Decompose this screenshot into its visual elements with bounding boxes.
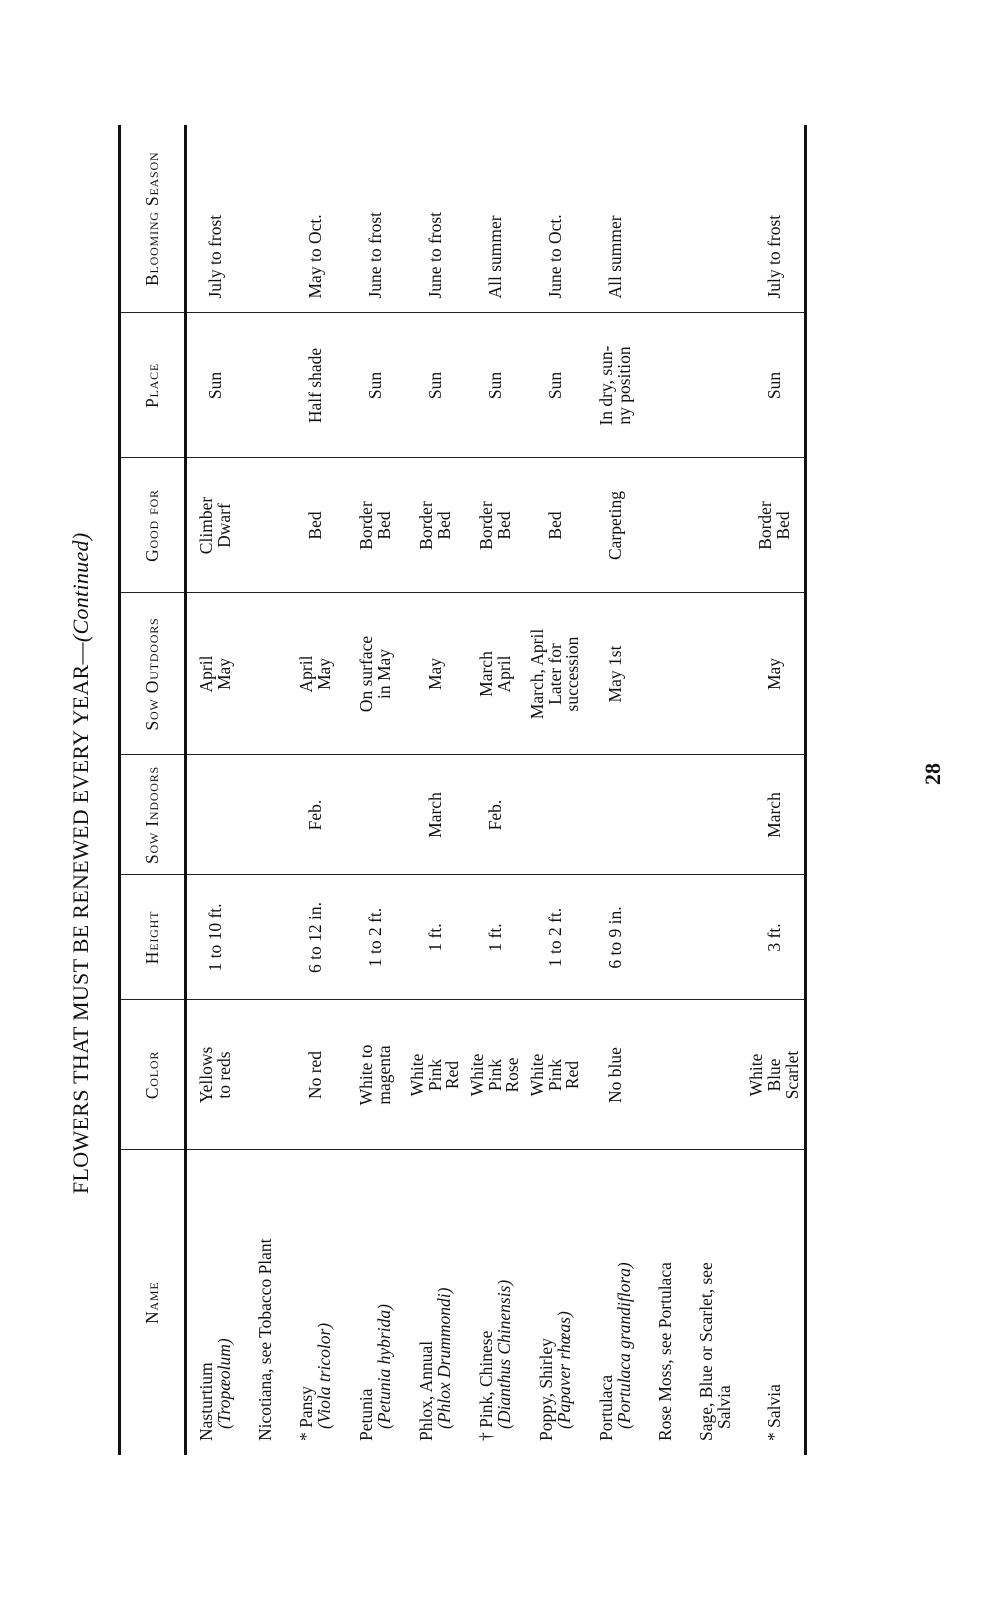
cell-sow-indoors [186,755,246,875]
cell-good-for-line: Border [475,501,496,550]
col-header-sow-indoors: Sow Indoors [120,755,186,875]
flower-scientific-name: (Petunia hybrida) [373,1304,394,1429]
cell-height [646,875,686,1000]
cell-good-for-line: Bed [544,511,565,540]
cell-color [526,1000,586,1150]
cell-height [246,875,286,1000]
cell-height: 1 ft. [466,875,526,1000]
cell-sow-outdoors [526,593,586,755]
cell-place [466,313,526,458]
cell-place [586,313,646,458]
cell-name [686,1150,746,1455]
cell-good-for [346,458,406,593]
cell-color [586,1000,646,1150]
cell-sow-outdoors [686,593,746,755]
flower-name: Phlox, Annual [415,1340,436,1441]
cell-place-line: Sun [484,371,505,400]
cell-color-line: Red [442,1060,463,1090]
flower-scientific-name: (Portulaca grandiflora) [613,1262,634,1429]
cell-good-for-line: Bed [493,511,514,540]
col-header-sow-outdoors: Sow Outdoors [120,593,186,755]
cell-color-line: to reds [214,1051,235,1099]
cell-color [406,1000,466,1150]
cell-sow-outdoors-line: May [214,657,235,691]
page-number: 28 [920,763,945,785]
cell-color-line: Pink [484,1058,505,1092]
table-row [186,125,246,1455]
cell-sow-outdoors [586,593,646,755]
cell-place [526,313,586,458]
cell-color [466,1000,526,1150]
table-row [246,125,286,1455]
cell-color-line: White [526,1053,547,1097]
title-continued: (Continued) [68,532,93,643]
cell-place-line: Sun [544,371,565,400]
cell-sow-outdoors [746,593,806,755]
table-row [286,125,346,1455]
cell-height: 1 to 2 ft. [346,875,406,1000]
table-row [466,125,526,1455]
title-main: FLOWERS THAT MUST BE RENEWED EVERY YEAR— [68,642,93,1194]
cell-place-line: Half shade [304,347,325,424]
cell-good-for [286,458,346,593]
cell-color [286,1000,346,1150]
table-row [586,125,646,1455]
cell-sow-indoors: March [406,755,466,875]
flower-scientific-name: (Tropæolum) [214,1338,235,1429]
cell-sow-outdoors-line: May [313,657,334,691]
cell-place [686,313,746,458]
cell-color [246,1000,286,1150]
cell-good-for-line: Border [754,501,775,550]
cell-height: 1 to 10 ft. [186,875,246,1000]
cell-color-line: No blue [604,1047,625,1103]
cell-good-for [186,458,246,593]
cell-sow-indoors [686,755,746,875]
flower-name: Nasturtium [196,1362,217,1441]
cell-name [746,1150,806,1455]
cell-height [686,875,746,1000]
cell-height: 6 to 9 in. [586,875,646,1000]
cell-sow-outdoors-line: in May [373,648,394,700]
cell-blooming-season: All summer [466,125,526,313]
cell-color-line: White to [355,1044,376,1106]
cell-good-for-line: Carpeting [604,491,625,561]
cell-sow-indoors [526,755,586,875]
cell-place-line: Sun [205,371,226,400]
cell-blooming-season: July to frost [746,125,806,313]
cell-place [346,313,406,458]
cell-place [186,313,246,458]
cell-color-line: magenta [373,1045,394,1105]
cell-color-line: White [466,1053,487,1097]
cell-good-for-line: Climber [196,496,217,555]
cell-place-line: Sun [424,371,445,400]
cell-sow-outdoors-line: March, April [526,628,547,720]
cell-good-for-line: Bed [433,511,454,540]
cell-good-for [746,458,806,593]
col-header-name: Name [120,1150,186,1455]
cell-name [526,1150,586,1455]
cell-name [186,1150,246,1455]
cell-place [286,313,346,458]
cell-sow-indoors [586,755,646,875]
cell-good-for [586,458,646,593]
table-header [120,125,186,1455]
cell-sow-outdoors [246,593,286,755]
cell-color-line: Rose [502,1057,523,1093]
cell-good-for [246,458,286,593]
cell-blooming-season: June to frost [406,125,466,313]
cell-place [646,313,686,458]
col-header-color: Color [120,1000,186,1150]
cell-blooming-season: May to Oct. [286,125,346,313]
cell-sow-outdoors [286,593,346,755]
cell-good-for [466,458,526,593]
flower-name: † Pink, Chinese [475,1330,496,1441]
cell-color [346,1000,406,1150]
cell-sow-outdoors-line: succession [562,636,583,712]
cell-place [746,313,806,458]
cell-height: 1 to 2 ft. [526,875,586,1000]
cell-sow-outdoors-line: Later for [544,643,565,705]
cell-blooming-season: July to frost [186,125,246,313]
flower-name: * Salvia [763,1384,784,1441]
cell-sow-outdoors-line: April [493,655,514,693]
cell-sow-outdoors-line: May [763,657,784,691]
flower-scientific-name: (Papaver rhœas) [553,1311,574,1429]
flowers-table [118,125,807,1455]
page-title [68,0,94,1194]
cell-good-for [686,458,746,593]
cell-name [246,1150,286,1455]
cell-color-line: Scarlet [781,1050,802,1100]
cell-sow-outdoors-line: April [196,655,217,693]
col-header-blooming-season: Blooming Season [120,125,186,313]
cell-sow-outdoors-line: March [475,651,496,697]
cell-color-line: Red [562,1060,583,1090]
cell-color [186,1000,246,1150]
cell-blooming-season [246,125,286,313]
cell-sow-outdoors-line: On surface [355,635,376,713]
cell-place-line: In dry, sun- [595,345,616,426]
cell-color-line: White [745,1053,766,1097]
flower-name: Rose Moss, see Portulaca [654,1262,675,1441]
flower-name: Portulaca [595,1374,616,1441]
cell-good-for-line: Border [415,501,436,550]
flower-name: Nicotiana, see Tobacco Plant [254,1238,275,1441]
cell-sow-indoors [646,755,686,875]
cell-good-for [406,458,466,593]
cell-color [686,1000,746,1150]
flower-scientific-name: (Phlox Drummondi) [433,1287,454,1429]
cell-color-line: No red [304,1050,325,1100]
cell-good-for [526,458,586,593]
col-header-height: Height [120,875,186,1000]
cell-color-line: White [406,1053,427,1097]
cell-color-line: Pink [424,1058,445,1092]
cell-name [466,1150,526,1455]
table-body [186,125,806,1455]
cell-sow-outdoors-line: May 1st [604,645,625,703]
cell-blooming-season: June to Oct. [526,125,586,313]
cell-color [646,1000,686,1150]
cell-sow-outdoors [406,593,466,755]
cell-good-for-line: Bed [772,511,793,540]
cell-height: 1 ft. [406,875,466,1000]
cell-blooming-season [646,125,686,313]
table-row [406,125,466,1455]
cell-place-line: Sun [364,371,385,400]
cell-good-for-line: Border [355,501,376,550]
cell-place [246,313,286,458]
cell-name [646,1150,686,1455]
cell-sow-outdoors-line: April [295,655,316,693]
cell-sow-indoors [246,755,286,875]
cell-height: 3 ft. [746,875,806,1000]
cell-blooming-season: June to frost [346,125,406,313]
cell-color-line: Pink [544,1058,565,1092]
cell-sow-indoors: Feb. [466,755,526,875]
cell-height: 6 to 12 in. [286,875,346,1000]
cell-color-line: Blue [763,1058,784,1092]
cell-good-for-line: Bed [373,511,394,540]
cell-sow-indoors: March [746,755,806,875]
cell-name [586,1150,646,1455]
flower-scientific-name: Salvia [713,1385,734,1429]
cell-good-for [646,458,686,593]
cell-sow-outdoors [186,593,246,755]
flower-name: Petunia [355,1388,376,1441]
flower-scientific-name: (Dianthus Chinensis) [493,1279,514,1429]
flower-name: Poppy, Shirley [535,1338,556,1441]
cell-place [406,313,466,458]
cell-sow-outdoors-line: May [424,657,445,691]
cell-place-line: ny position [613,346,634,425]
cell-blooming-season: All summer [586,125,646,313]
cell-sow-indoors [346,755,406,875]
cell-good-for-line: Bed [304,511,325,540]
cell-color [746,1000,806,1150]
cell-color-line: Yellows [196,1046,217,1104]
table-row [646,125,686,1455]
cell-name [286,1150,346,1455]
cell-sow-outdoors [466,593,526,755]
cell-good-for-line: Dwarf [214,503,235,548]
col-header-good-for: Good for [120,458,186,593]
cell-name [406,1150,466,1455]
table-row [686,125,746,1455]
cell-sow-outdoors [646,593,686,755]
flower-scientific-name: (Viola tricolor) [313,1322,334,1429]
col-header-place: Place [120,313,186,458]
flower-name: * Pansy [295,1386,316,1441]
cell-place-line: Sun [763,371,784,400]
cell-sow-outdoors [346,593,406,755]
cell-sow-indoors: Feb. [286,755,346,875]
table-row [526,125,586,1455]
cell-blooming-season [686,125,746,313]
table-row [746,125,806,1455]
cell-name [346,1150,406,1455]
table-row [346,125,406,1455]
flower-name: Sage, Blue or Scarlet, see [695,1262,716,1441]
